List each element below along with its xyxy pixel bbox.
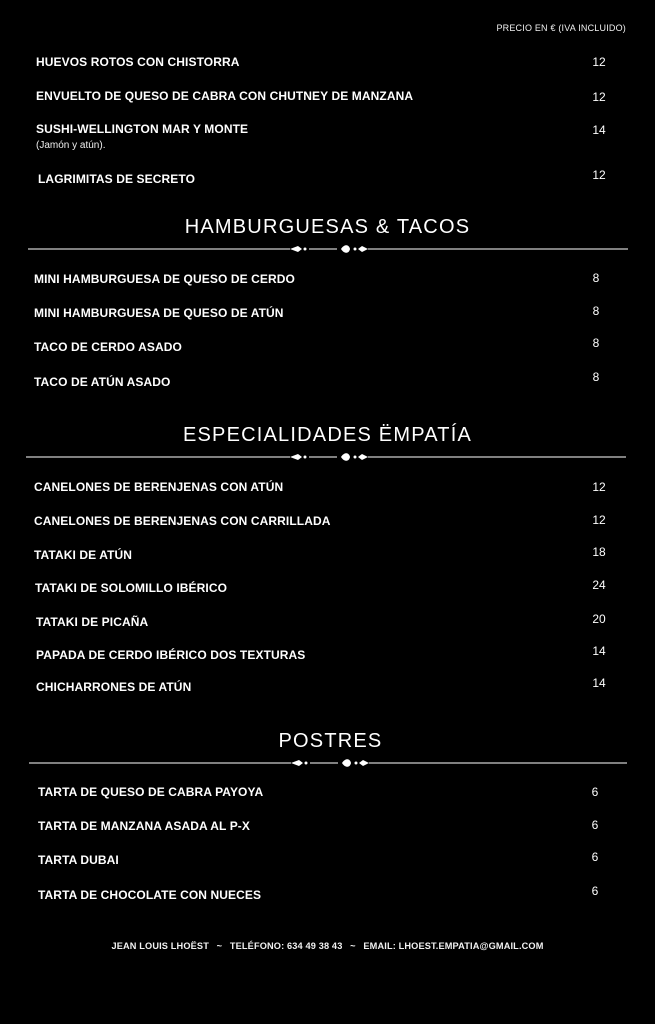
menu-item-price: 14 xyxy=(592,123,606,137)
menu-item xyxy=(0,55,655,89)
menu-item-price: 6 xyxy=(591,785,599,799)
menu-item-price: 24 xyxy=(592,578,606,592)
menu-item-name: TACO DE CERDO ASADO xyxy=(34,340,182,354)
menu-item xyxy=(0,122,655,156)
ornamental-divider xyxy=(29,757,629,769)
price-note: PRECIO EN € (IVA INCLUIDO) xyxy=(496,23,626,33)
menu-item-name: MINI HAMBURGUESA DE QUESO DE ATÚN xyxy=(34,306,284,320)
menu-item-name: SUSHI-WELLINGTON MAR Y MONTE xyxy=(36,122,249,136)
menu-item-price: 6 xyxy=(591,884,599,898)
ornamental-divider xyxy=(28,243,628,255)
menu-item-price: 6 xyxy=(591,850,599,864)
menu-item-name: TARTA DE MANZANA ASADA AL P-X xyxy=(38,819,250,833)
menu-item xyxy=(0,336,655,374)
menu-item-name: TARTA DE QUESO DE CABRA PAYOYA xyxy=(38,785,264,799)
menu-item xyxy=(0,785,655,819)
ornamental-divider xyxy=(26,451,626,463)
section-title-postres: POSTRES xyxy=(278,730,383,752)
menu-item-price: 12 xyxy=(592,168,606,182)
menu-item xyxy=(0,884,655,922)
menu-item xyxy=(0,676,655,714)
menu-item xyxy=(0,545,655,582)
menu-item-name: TATAKI DE PICAÑA xyxy=(36,615,149,629)
menu-item-name: ENVUELTO DE QUESO DE CABRA CON CHUTNEY DE MANZANA xyxy=(36,89,414,103)
menu-item-price: 18 xyxy=(592,545,606,559)
menu-item xyxy=(0,578,655,615)
menu-item-description: (Jamón y atún). xyxy=(36,140,106,151)
menu-item-name: TARTA DUBAI xyxy=(38,853,119,867)
menu-item-name: LAGRIMITAS DE SECRETO xyxy=(38,172,195,186)
menu-item xyxy=(0,168,655,206)
menu-item xyxy=(0,850,655,887)
menu-item-name: CANELONES DE BERENJENAS CON ATÚN xyxy=(34,480,284,494)
menu-item-name: CANELONES DE BERENJENAS CON CARRILLADA xyxy=(34,514,331,528)
menu-item-price: 20 xyxy=(592,612,606,626)
menu-item xyxy=(0,370,655,409)
menu-item xyxy=(0,819,655,853)
menu-item-price: 12 xyxy=(592,480,606,494)
menu-item-price: 12 xyxy=(592,55,606,69)
menu-item-name: CHICHARRONES DE ATÚN xyxy=(36,680,192,694)
menu-item xyxy=(0,644,655,682)
section-title-hamburguesas-tacos: HAMBURGUESAS & TACOS xyxy=(184,216,471,238)
menu-item-price: 12 xyxy=(592,90,606,104)
menu-item xyxy=(0,272,655,306)
menu-item xyxy=(0,89,655,123)
menu-item-price: 12 xyxy=(592,513,606,527)
footer-contact xyxy=(0,941,655,951)
menu-item-name: TACO DE ATÚN ASADO xyxy=(34,375,171,389)
footer-separator: ~ xyxy=(216,941,223,951)
menu-item xyxy=(0,480,655,514)
section-title-especialidades: ESPECIALIDADES ËMPATÍA xyxy=(182,424,473,446)
menu-item-name: MINI HAMBURGUESA DE QUESO DE CERDO xyxy=(34,272,295,286)
menu-item-name: TATAKI DE ATÚN xyxy=(34,548,133,562)
footer-email: EMAIL: LHOEST.EMPATIA@GMAIL.COM xyxy=(363,941,544,951)
footer-phone: TELÉFONO: 634 49 38 43 xyxy=(229,941,343,951)
menu-item-name: TARTA DE CHOCOLATE CON NUECES xyxy=(38,888,262,902)
menu-item-price: 6 xyxy=(591,818,599,832)
menu-item-price: 8 xyxy=(592,370,600,384)
menu-item xyxy=(0,612,655,649)
menu-item-price: 8 xyxy=(592,336,600,350)
menu-item xyxy=(0,306,655,340)
menu-item-price: 14 xyxy=(592,644,606,658)
menu-item-name: HUEVOS ROTOS CON CHISTORRA xyxy=(36,55,240,69)
menu-item-price: 8 xyxy=(592,271,600,285)
menu-item-price: 8 xyxy=(592,304,600,318)
footer-separator: ~ xyxy=(350,941,356,951)
menu-item-name: TATAKI DE SOLOMILLO IBÉRICO xyxy=(35,581,228,595)
footer-owner-name: JEAN LOUIS LHOËST xyxy=(111,941,209,951)
menu-item xyxy=(0,514,655,548)
menu-item-price: 14 xyxy=(592,676,606,690)
menu-item-name: PAPADA DE CERDO IBÉRICO DOS TEXTURAS xyxy=(36,648,306,662)
